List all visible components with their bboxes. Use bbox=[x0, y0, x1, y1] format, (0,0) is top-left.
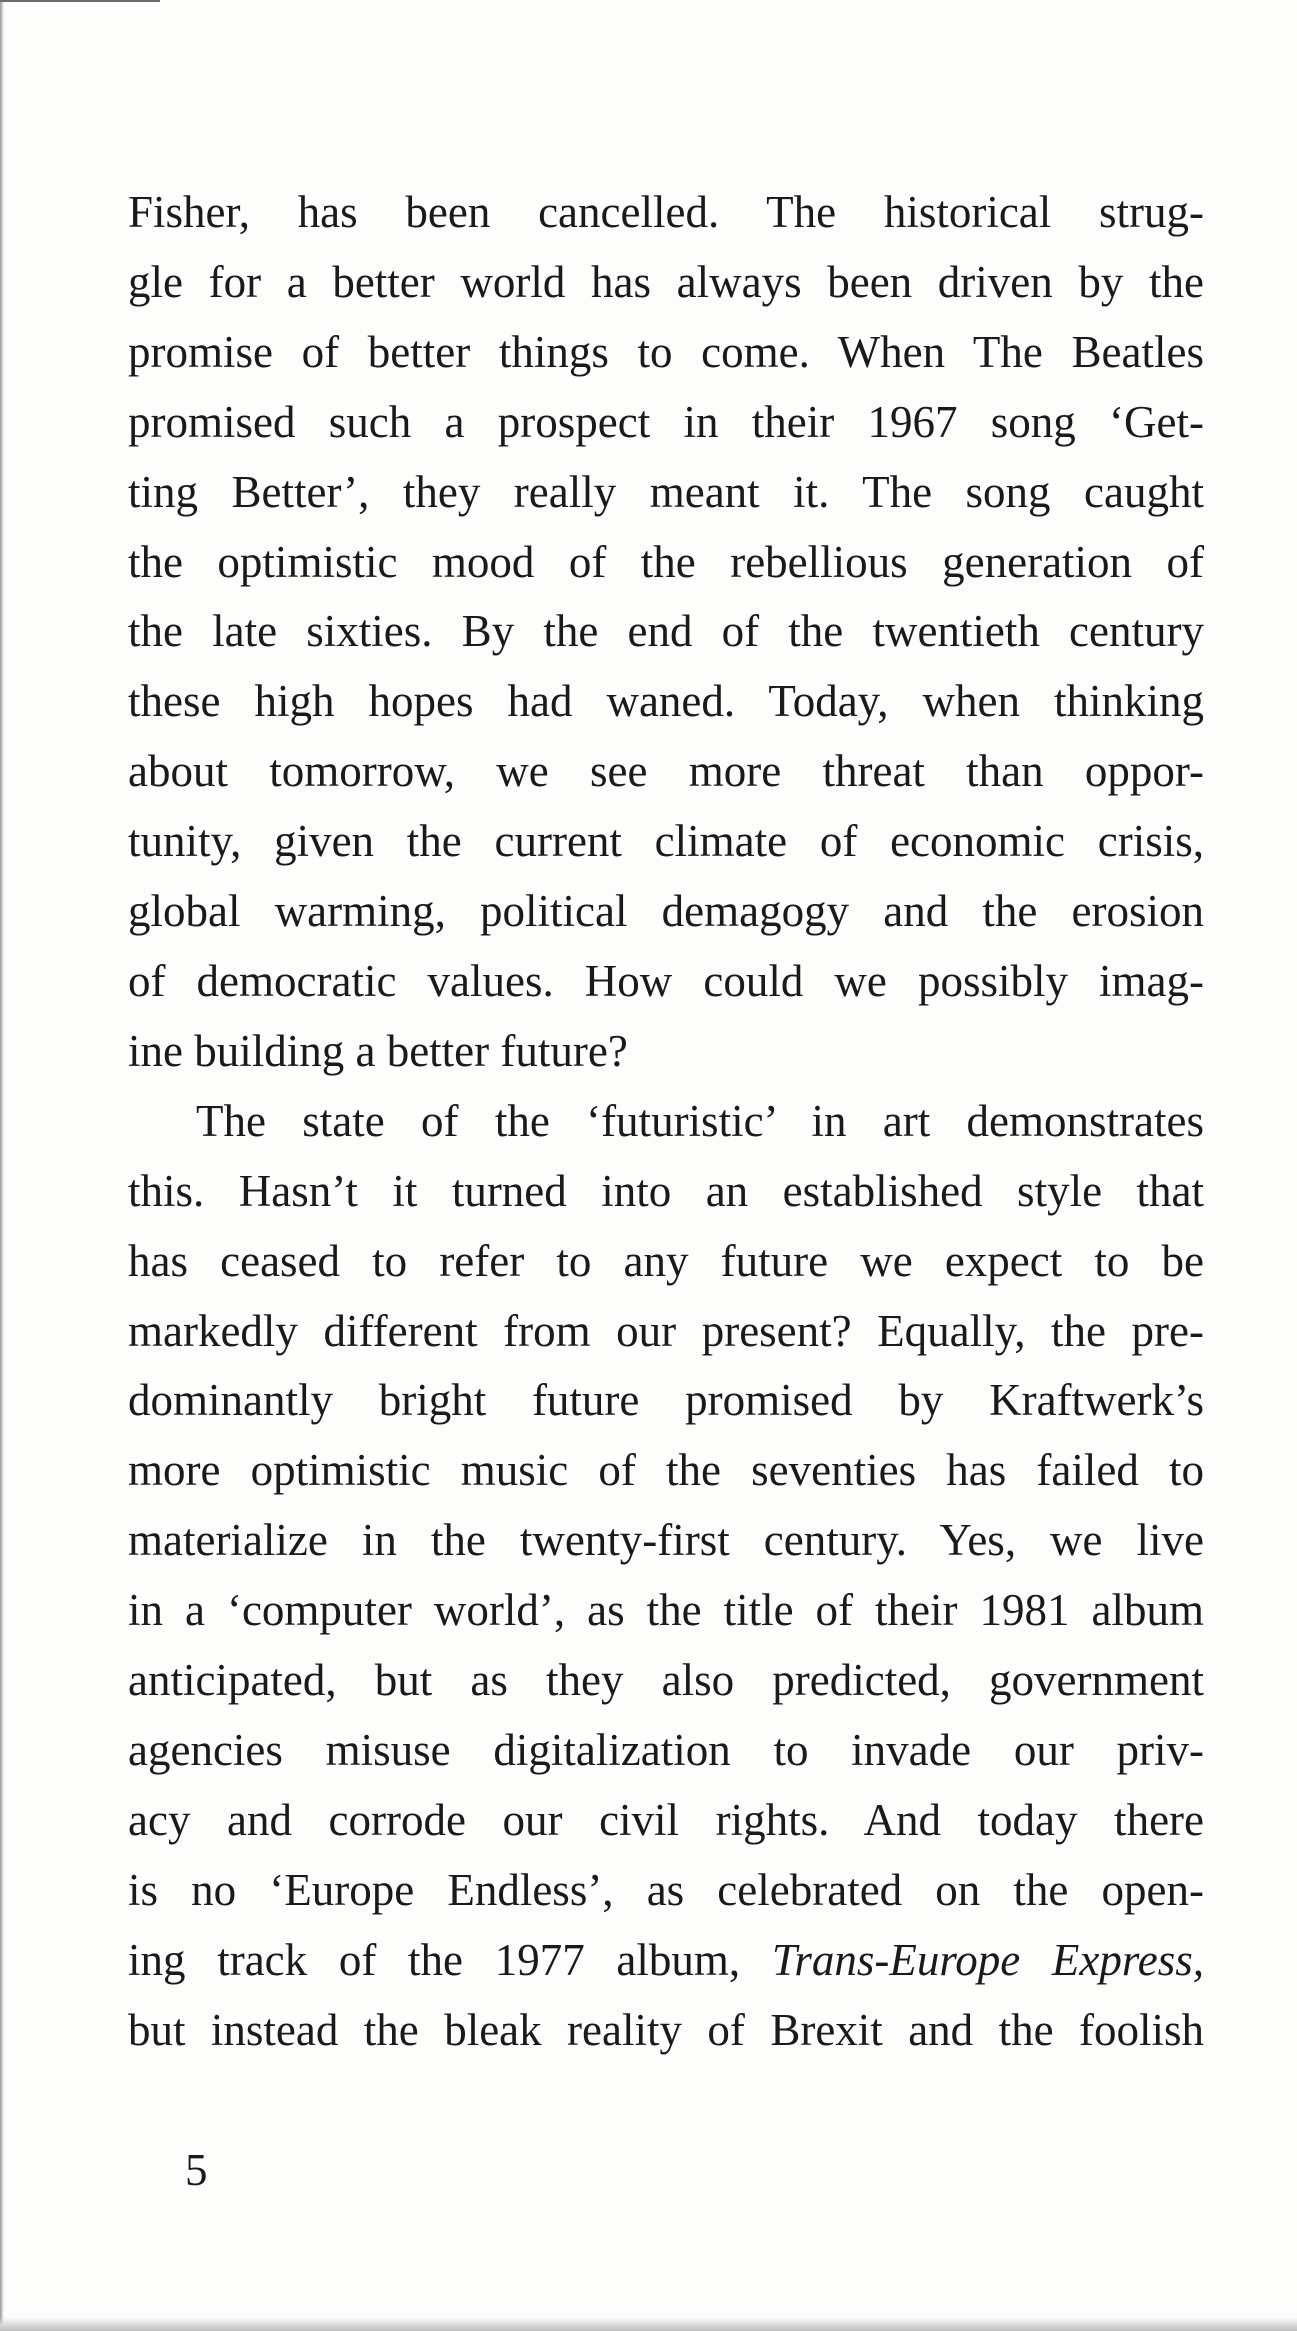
body-text bbox=[128, 178, 1204, 2065]
text-line: The state of the ‘futuristic’ in art demonstrates bbox=[196, 1095, 1204, 1146]
text-line: Fisher, has been cancelled. The historical strug- bbox=[128, 187, 1204, 237]
scan-edge-top bbox=[0, 0, 160, 2]
text-line: promised such a prospect in their 1967 song ‘Get- bbox=[128, 396, 1204, 447]
text-line: the optimistic mood of the rebellious generation of bbox=[128, 536, 1204, 587]
text-line: more optimistic music of the seventies has failed to bbox=[128, 1445, 1204, 1496]
page-number: 5 bbox=[185, 2145, 208, 2195]
text-line: agencies misuse digitalization to invade our priv- bbox=[128, 1724, 1204, 1775]
text-line: tunity, given the current climate of economic crisis, bbox=[128, 816, 1204, 867]
text-line: of democratic values. How could we possibly imag- bbox=[128, 955, 1204, 1006]
text-line: about tomorrow, we see more threat than oppor- bbox=[128, 746, 1204, 797]
text-line: has ceased to refer to any future we expect to be bbox=[128, 1235, 1204, 1286]
text-line: is no ‘Europe Endless’, as celebrated on the open- bbox=[128, 1864, 1204, 1915]
text-line: the late sixties. By the end of the twentieth century bbox=[128, 606, 1204, 657]
text-line: in a ‘computer world’, as the title of their 1981 album bbox=[128, 1585, 1204, 1636]
text-line: this. Hasn’t it turned into an established style that bbox=[128, 1165, 1204, 1216]
text-line: ine building a better future? bbox=[128, 1025, 628, 1076]
text-line: but instead the bleak reality of Brexit and the foolish bbox=[128, 2004, 1204, 2055]
text-line: markedly different from our present? Equally, the pre- bbox=[128, 1305, 1204, 1356]
text-line-start: ing track of the 1977 album, bbox=[128, 1934, 772, 1985]
text-line bbox=[128, 1926, 1204, 1996]
scan-edge-bottom bbox=[0, 2317, 1297, 2331]
text-line: materialize in the twenty-first century. Yes, we live bbox=[128, 1515, 1204, 1566]
text-line: global warming, political demagogy and the erosion bbox=[128, 886, 1204, 937]
paragraph-1 bbox=[128, 178, 1204, 1087]
text-line: ting Better’, they really meant it. The song caught bbox=[128, 466, 1204, 517]
text-line: these high hopes had waned. Today, when thinking bbox=[128, 676, 1204, 727]
text-line: anticipated, but as they also predicted, government bbox=[128, 1655, 1204, 1706]
scan-edge-left bbox=[0, 0, 4, 2331]
album-title: Trans-Europe Express, bbox=[771, 1934, 1204, 1985]
paragraph-2 bbox=[128, 1087, 1204, 2066]
text-line: acy and corrode our civil rights. And today there bbox=[128, 1794, 1204, 1845]
text-line: dominantly bright future promised by Kraftwerk’s bbox=[128, 1375, 1204, 1426]
text-line: promise of better things to come. When The Beatles bbox=[128, 326, 1204, 377]
text-line: gle for a better world has always been driven by the bbox=[128, 256, 1204, 307]
